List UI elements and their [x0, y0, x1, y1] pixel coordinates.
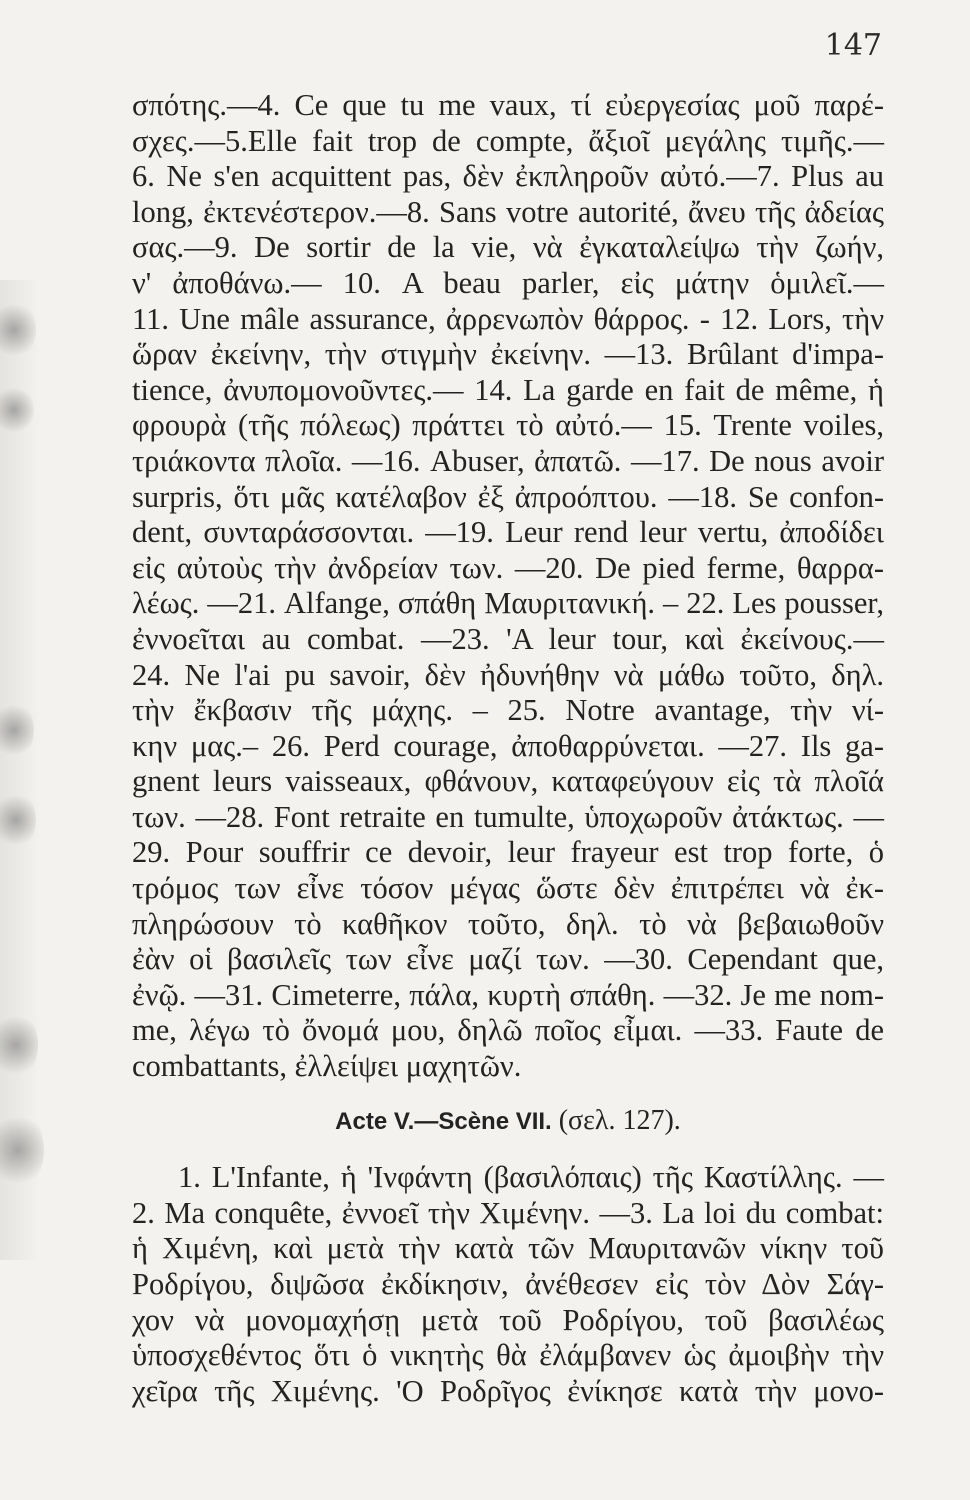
text-line: me, λέγω τὸ ὄνομά μου, δηλῶ ποῖος εἶμαι. —33. Faute de: [132, 1013, 884, 1048]
text-line: ὥραν ἐκείνην, τὴν στιγμὴν ἐκείνην. —13. Brûlant d'impa-: [132, 337, 884, 372]
text-line: 6. Ne s'en acquittent pas, δὲν ἐκπληροῦν αὐτό.—7. Plus au: [132, 159, 884, 194]
text-line: εἰς αὐτοὺς τὴν ἀνδρείαν των. —20. De pied ferme, θαρρα-: [132, 550, 884, 585]
body-text: [132, 88, 884, 1409]
section-heading: [132, 1103, 884, 1139]
text-line: τριάκοντα πλοῖα. —16. Abuser, ἀπατῶ. —17. De nous avoir: [132, 443, 884, 478]
text-line: 1. L'Infante, ἡ 'Ινφάντη (βασιλόπαις) τῆς Καστίλλης. —: [178, 1160, 884, 1195]
text-line: φρουρὰ (τῆς πόλεως) πράττει τὸ αὐτό.— 15. Trente voiles,: [132, 408, 884, 443]
text-line: ὑποσχεθέντος ὅτι ὁ νικητὴς θὰ ἐλάμβανεν ὡς ἀμοιβὴν τὴν: [132, 1338, 884, 1373]
text-line: 24. Ne l'ai pu savoir, δὲν ἠδυνήθην νὰ μάθω τοῦτο, δηλ.: [132, 657, 884, 692]
text-line: combattants, ἐλλείψει μαχητῶν.: [132, 1049, 522, 1084]
text-line: long, ἐκτενέστερον.—8. Sans votre autorité, ἄνευ τῆς ἀδείας: [132, 194, 884, 229]
text-line: surpris, ὅτι μᾶς κατέλαβον ἐξ ἀπροόπτου. —18. Se confon-: [132, 479, 884, 514]
text-line: ἡ Χιμένη, καὶ μετὰ τὴν κατὰ τῶν Μαυριτανῶν νίκην τοῦ: [132, 1231, 884, 1266]
notes-paragraph: [132, 1160, 884, 1409]
text-line: σας.—9. De sortir de la vie, νὰ ἐγκαταλείψω τὴν ζωήν,: [132, 230, 884, 265]
text-line: ἐὰν οἱ βασιλεῖς των εἶνε μαζί των. —30. Cependant que,: [132, 942, 884, 977]
text-line: gnent leurs vaisseaux, φθάνουν, καταφεύγουν εἰς τὰ πλοῖά: [132, 764, 884, 799]
text-line: πληρώσουν τὸ καθῆκον τοῦτο, δηλ. τὸ νὰ βεβαιωθοῦν: [132, 906, 884, 941]
text-line: Ροδρίγου, διψῶσα ἐκδίκησιν, ἀνέθεσεν εἰς τὸν Δὸν Σάγ-: [132, 1267, 884, 1301]
text-line: κην μας.– 26. Perd courage, ἀποθαρρύνεται. —27. Ils ga-: [132, 728, 884, 763]
text-line: 2. Ma conquête, ἐννοεῖ τὴν Χιμένην. —3. La loi du combat:: [132, 1195, 884, 1230]
page-reference: (σελ. 127).: [558, 1104, 681, 1136]
text-line: τὴν ἔκβασιν τῆς μάχης. – 25. Notre avantage, τὴν νί-: [132, 693, 884, 728]
act-scene-title: Acte V.—Scène VII.: [335, 1107, 552, 1135]
notes-paragraph: [132, 88, 884, 1085]
text-line: των. —28. Font retraite en tumulte, ὑποχωροῦν ἀτάκτως. —: [132, 799, 884, 834]
text-line: λέως. —21. Alfange, σπάθη Μαυριτανική. – 22. Les pousser,: [132, 586, 884, 621]
text-line: σχες.—5.Elle fait trop de compte, ἄξιοῖ μεγάλης τιμῆς.—: [132, 123, 884, 158]
text-line: dent, συνταράσσονται. —19. Leur rend leur vertu, ἀποδίδει: [132, 515, 884, 550]
text-line: σπότης.—4. Ce que tu me vaux, τί εὐεργεσίας μοῦ παρέ-: [132, 88, 884, 122]
text-line: 11. Une mâle assurance, ἀρρενωπὸν θάρρος. - 12. Lors, τὴν: [132, 301, 884, 336]
text-line: ἐνῷ. —31. Cimeterre, πάλα, κυρτὴ σπάθη. —32. Je me nom-: [132, 977, 884, 1012]
text-line: 29. Pour souffrir ce devoir, leur frayeur est trop forte, ὁ: [132, 835, 884, 870]
text-line: ἐννοεῖται au combat. —23. 'A leur tour, καὶ ἐκείνους.—: [132, 621, 884, 656]
text-line: ν' ἀποθάνω.— 10. A beau parler, εἰς μάτην ὁμιλεῖ.—: [132, 265, 884, 300]
text-line: tience, ἀνυπομονοῦντες.— 14. La garde en fait de même, ἡ: [132, 372, 884, 407]
text-line: χεῖρα τῆς Χιμένης. 'Ο Ροδρῖγος ἐνίκησε κατὰ τὴν μονο-: [132, 1373, 884, 1408]
page-number: 147: [824, 28, 882, 63]
text-line: τρόμος των εἶνε τόσον μέγας ὥστε δὲν ἐπιτρέπει νὰ ἐκ-: [132, 871, 884, 906]
text-line: χον νὰ μονομαχήσῃ μετὰ τοῦ Ροδρίγου, τοῦ βασιλέως: [132, 1302, 884, 1337]
